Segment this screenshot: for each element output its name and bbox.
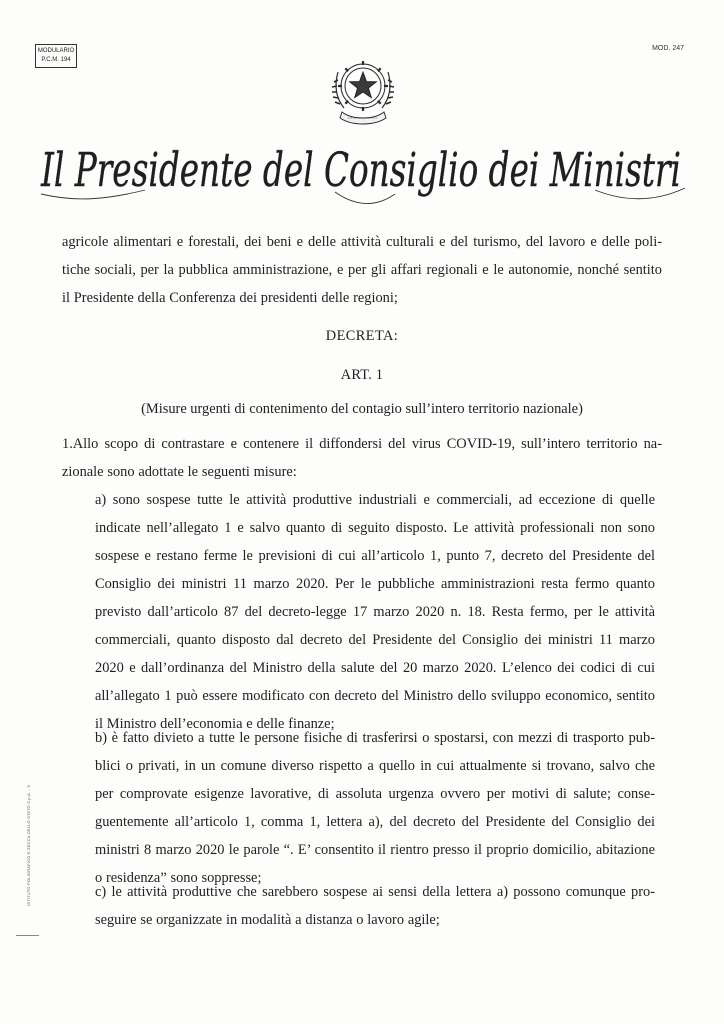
item-line: seguire se organizzate in modalità a distanza o lavoro agile; [95,912,440,928]
printer-imprint [20,706,31,906]
item-line: ministri 8 marzo 2020 le parole “. E’ consentito il rientro presso il proprio domicilio, abitazione [95,842,655,858]
article-subtitle: (Misure urgenti di contenimento del contagio sull’intero territorio nazionale) [141,401,583,417]
article-title: ART. 1 [340,367,384,383]
item-line: c) le attività produttive che sarebbero sospese ai sensi della lettera a) possono comunque pro- [95,884,655,900]
item-line: il Ministro dell’economia e delle finanze; [95,716,335,732]
intro-paragraph [62,228,662,312]
margin-rule [16,935,39,936]
item-line: o residenza” sono soppresse; [95,870,262,886]
item-b [95,724,655,892]
calligraphic-title-text: Il Presidente del Consiglio dei Ministri [40,143,682,198]
repubblica-italiana-emblem-icon [322,48,404,130]
item-line: Consiglio dei ministri 11 marzo 2020. Per le pubbliche amministrazioni resta fermo quanto [95,576,655,592]
president-calligraphic-title [35,132,690,210]
item-a [95,486,655,738]
item-line: blici o privati, in un comune diverso rispetto a quello in cui attualmente si trovano, salvo che [95,758,655,774]
intro-line: tiche sociali, per la pubblica amministrazione, e per gli affari regionali e le autonomie, nonché sentito [62,262,662,278]
modulario-code: P.C.M. 194 [41,57,71,63]
item-line: indicate nell’allegato 1 e salvo quanto di seguito disposto. Le attività professionali non sono [95,520,655,536]
paragraph-line: 1.Allo scopo di contrastare e contenere il diffondersi del virus COVID-19, sull’intero territorio na- [62,436,662,452]
modulario-label: MODULARIO [37,48,75,54]
printer-imprint-text: ISTITUTO POLIGRAFICO E ZECCA DELLO STATO S.p.A. - S [26,784,31,906]
item-line: b) è fatto divieto a tutte le persone fisiche di trasferirsi o spostarsi, con mezzi di trasporto pub- [95,730,655,746]
intro-line: agricole alimentari e forestali, dei beni e delle attività culturali e del turismo, del lavoro e delle poli- [62,234,662,250]
item-line: 2020 e dall’ordinanza del Ministro della salute del 20 marzo 2020. L’elenco dei codici di cui [95,660,655,676]
intro-line: il Presidente della Conferenza dei presidenti delle regioni; [62,290,398,306]
paragraph-1 [62,430,662,486]
item-c [95,878,655,934]
item-line: guentemente all’articolo 1, comma 1, lettera a), del decreto del Presidente del Consiglio dei [95,814,655,830]
mod-number: MOD. 247 [652,45,684,52]
item-line: a) sono sospese tutte le attività produttive industriali e commerciali, ad eccezione di quelle [95,492,655,508]
item-line: all’allegato 1 può essere modificato con decreto del Ministro dello sviluppo economico, sentito [95,688,655,704]
item-line: per comprovate esigenze lavorative, di assoluta urgenza ovvero per motivi di salute; conse- [95,786,655,802]
decreta-heading: DECRETA: [325,328,399,344]
item-line: previsto dall’articolo 87 del decreto-legge 17 marzo 2020 n. 18. Resta fermo, per le attività [95,604,655,620]
modulario-stamp [35,44,77,68]
item-line: sospese e restano ferme le previsioni di cui all’articolo 1, punto 7, decreto del Presidente del [95,548,655,564]
paragraph-line: zionale sono adottate le seguenti misure: [62,464,297,480]
item-line: commerciali, quanto disposto dal decreto del Presidente del Consiglio dei ministri 11 marzo [95,632,655,648]
